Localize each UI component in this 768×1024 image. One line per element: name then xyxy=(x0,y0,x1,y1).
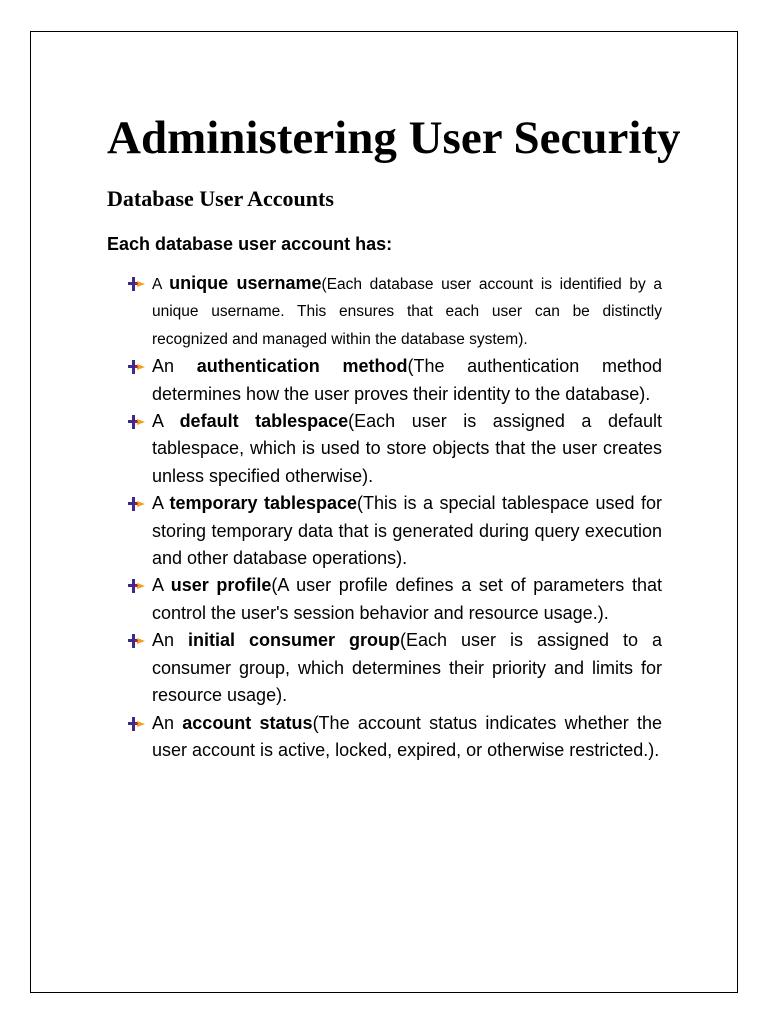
arrow-plus-bullet-icon xyxy=(128,716,146,732)
section-heading: Database User Accounts xyxy=(107,186,334,211)
item-description: (Each user is assigned to a consumer group, which determines their priority and limits for resource usage). xyxy=(152,630,662,706)
item-lead: A xyxy=(152,493,170,514)
arrow-plus-bullet-icon xyxy=(128,359,146,375)
item-description: (The authentication method determines how the user proves their identity to the database). xyxy=(152,356,663,404)
arrow-plus-bullet-icon xyxy=(128,578,146,594)
item-description: (A user profile defines a set of parameters that control the user's session behavior and resource usage.). xyxy=(152,575,662,623)
intro-text: Each database user account has: xyxy=(107,234,393,254)
arrow-plus-bullet-icon xyxy=(128,496,146,512)
list-item xyxy=(128,572,662,627)
arrow-plus-bullet-icon xyxy=(128,276,146,292)
item-term: default tablespace xyxy=(179,411,349,432)
arrow-plus-bullet-icon xyxy=(128,414,146,430)
list-item xyxy=(128,627,662,709)
page-title: Administering User Security xyxy=(107,112,681,164)
item-lead: An xyxy=(152,356,197,377)
item-lead: A xyxy=(152,276,170,293)
item-description: (The account status indicates whether the user account is active, locked, expired, or otherwise restricted.). xyxy=(152,712,662,760)
item-term: authentication method xyxy=(196,356,408,377)
item-description: (Each database user account is identified by a unique username. This ensures that each user can be distinctly recognized and managed within the database system). xyxy=(152,276,662,348)
list-item xyxy=(128,270,662,353)
list-item xyxy=(128,353,662,408)
list-item xyxy=(128,490,662,572)
account-attribute-list xyxy=(128,270,662,764)
item-lead: A xyxy=(152,575,171,596)
item-term: account status xyxy=(182,712,313,733)
item-lead: An xyxy=(152,630,188,651)
list-item xyxy=(128,710,662,765)
item-term: initial consumer group xyxy=(188,630,400,651)
arrow-plus-bullet-icon xyxy=(128,633,146,649)
item-term: user profile xyxy=(170,575,272,596)
item-lead: A xyxy=(152,411,180,432)
item-lead: An xyxy=(152,712,183,733)
item-term: unique username xyxy=(169,273,322,293)
item-term: temporary tablespace xyxy=(169,493,358,514)
item-description: (Each user is assigned a default tablespace, which is used to store objects that the user creates unless specified otherwise). xyxy=(152,411,662,486)
list-item xyxy=(128,408,662,490)
item-description: (This is a special tablespace used for storing temporary data that is generated during query execution and other database operations). xyxy=(152,493,662,569)
